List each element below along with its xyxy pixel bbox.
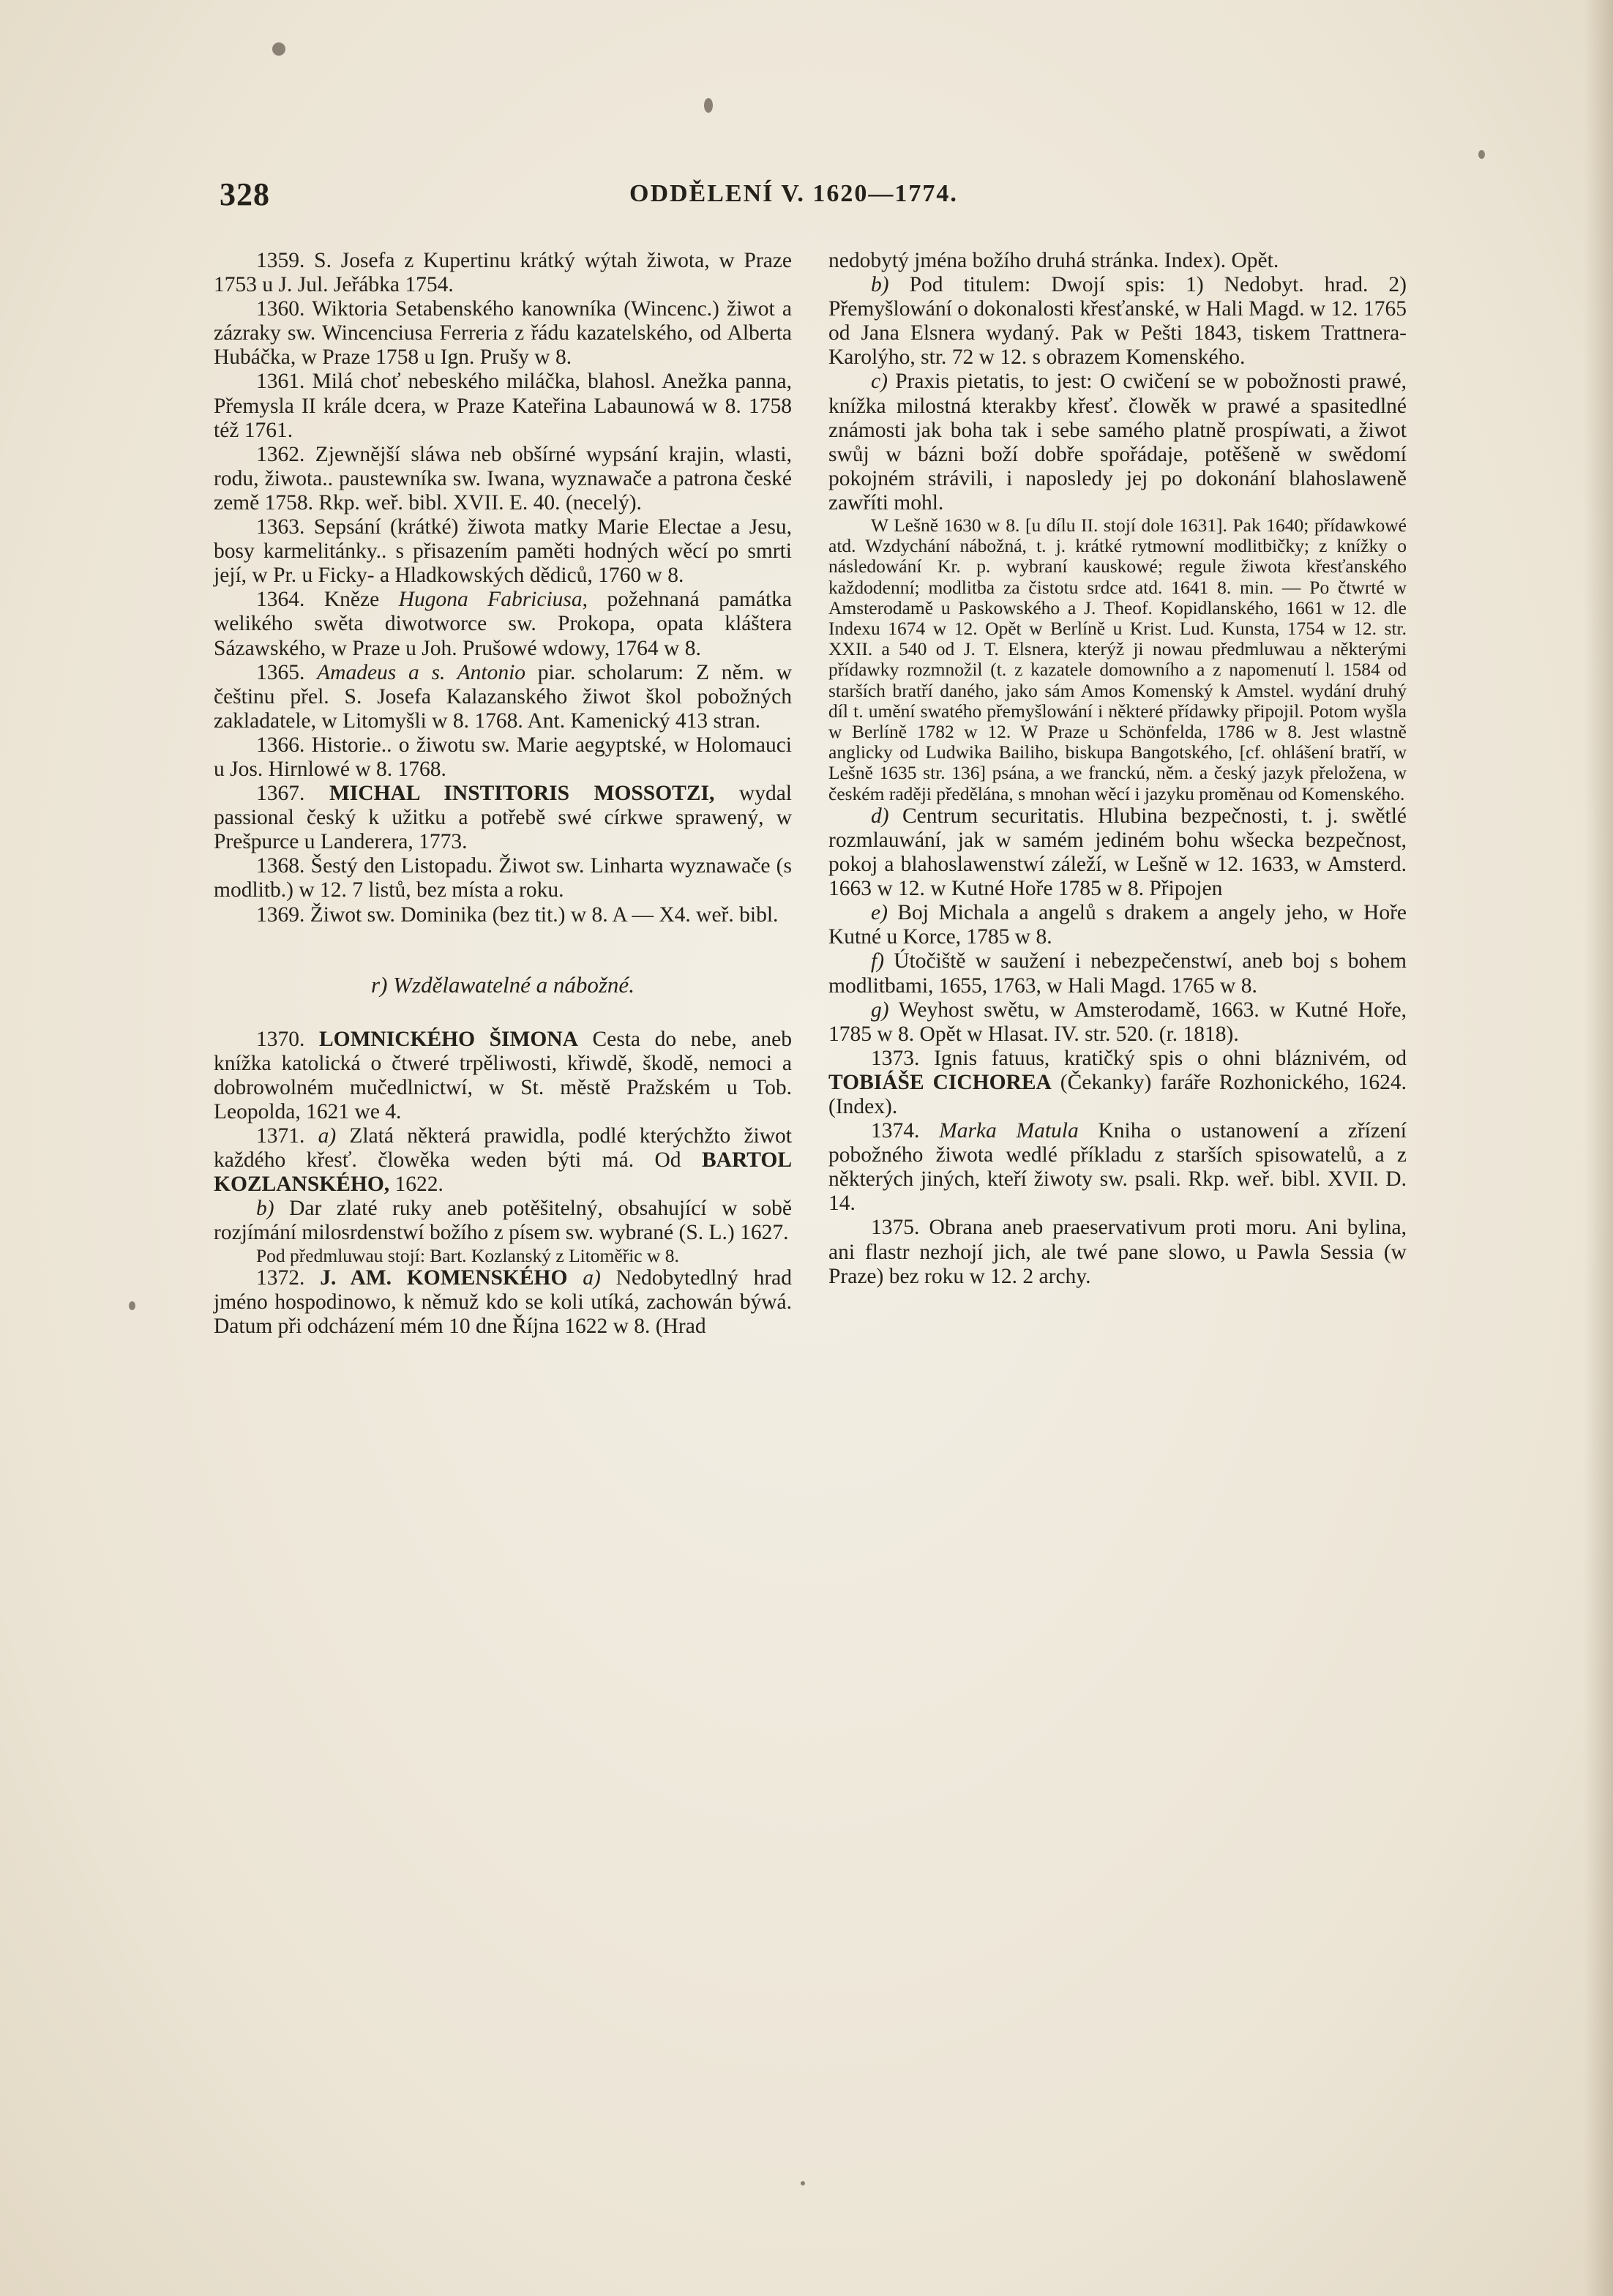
entry-paragraph: 1372. J. AM. KOMENSKÉHO a) Nedobytedlný hrad jméno hospodinowo, k němuž kdo se koli utíká, zachowán býwá. Datum při odcházení mém 10 dne Října 1622 w 8. (Hrad — [214, 1265, 792, 1338]
sub-item-paragraph: e) Boj Michala a angelů s drakem a angely jeho, w Hoře Kutné u Korce, 1785 w 8. — [828, 901, 1407, 949]
entry-paragraph: 1360. Wiktoria Setabenského kanowníka (Wincenc.) žiwot a zázraky sw. Wincenciusa Ferreria z řádu kazatelského, od Alberta Hubáčka, w Praze 1758 u Ign. Prušy w 8. — [214, 297, 793, 370]
sub-item-paragraph: b) Pod titulem: Dwojí spis: 1) Nedobyt. hrad. 2) Přemyšlowání o dokonalosti křesťanské, w Hali Magd. w 12. 1765 od Jana Elsnera wydaný. Pak w Pešti 1843, tiskem Trattnera-Karolýho, str. 72 w 12. s obrazem Komenského. — [828, 273, 1407, 370]
sub-item-paragraph: c) Praxis pietatis, to jest: O cwičení se w pobožnosti prawé, knížka milostná kterakby křesť. člowěk w prawé a spasitedlné známosti jak boha tak i sebe samého platně prospíwati, a žiwot swůj w bázni boží dobře spořádaje, potěšeně w swědomí pokojném strávili, i naposledy jej po dokonání blahoslaweně zawříti mohl. — [828, 370, 1407, 515]
sub-item-paragraph: d) Centrum securitatis. Hlubina bezpečnosti, t. j. swětlé rozmlauwání, jak w samém jediném bohu wšecka bezpečnost, pokoj a blahoslawenstwí záleží, w Lešně w 12. 1633, w Amsterd. 1663 w 12. w Kutné Hoře 1785 w 8. Připojen — [828, 804, 1407, 901]
note-paragraph: Pod předmluwau stojí: Bart. Kozlanský z Litoměřic w 8. — [256, 1244, 679, 1266]
continued-paragraph: nedobytý jména božího druhá stránka. Index). Opět. — [828, 249, 1279, 272]
left-column — [214, 249, 792, 1339]
paper-speck — [129, 1301, 135, 1310]
entry-paragraph: 1375. Obrana aneb praeservativum proti moru. Ani bylina, ani flastr nezhojí jich, ale twé pane slowo, u Pawla Sessia (w Praze) bez roku w 12. 2 archy. — [828, 1216, 1407, 1288]
page-number: 328 — [220, 176, 270, 212]
entry-paragraph: 1366. Historie.. o žiwotu sw. Marie aegyptské, w Holomauci u Jos. Hirnlowé w 8. 1768. — [214, 733, 793, 781]
section-heading: r) Wzdělawatelné a nábožné. — [371, 971, 635, 998]
note-paragraph: W Lešně 1630 w 8. [u dílu II. stojí dole 1631]. Pak 1640; přídawkowé atd. Wzdychání nábožná, t. j. krátké rytmowní modlitbičky; z knížky o následowání Kr. p. wybraní kauskowé; regule žiwota křesťanského každodenní; modlitba za čistotu srdce atd. 1641 8. min. — Po čtwrté w Amsterodamě u Paskowského a J. Theof. Kopidlanského, 1661 w 12. dle Indexu 1674 w 12. Opět w Berlíně u Krist. Lud. Kunsta, 1754 w 12. str. XXII. a 540 od J. T. Elsnera, kterýž ji nowau předmluwau a některými přídawky rozmnožil (t. z kazatele domowního a z napomenutí l. 1584 od starších bratří daného, jako sám Amos Komenský k Amstel. wydání druhý díl t. umění swatého přemyšlowání i některé přídawky připojil. Potom wyšla w Berlíně 1782 w 12. W Praze u Schönfelda, 1786 w 8. Jest wlastně anglicky od Ludwika Bailiho, biskupa Bangotského, [cf. ohlášení bratří, w Lešně 1635 str. 136] psána, a we franckú, něm. a český jazyk přeložena, w českém raději předělána, s mnohan wěcí i jazyku proměnau od Komenského. — [828, 515, 1407, 804]
paper-speck — [801, 2181, 805, 2185]
entry-paragraph: 1362. Zjewnější sláwa neb obšírné wypsání krajin, wlasti, rodu, žiwota.. paustewníka sw. Iwana, wyznawače a patrona české země 1758. Rkp. weř. bibl. XVII. E. 40. (necelý). — [214, 442, 792, 515]
entry-paragraph: 1365. Amadeus a s. Antonio piar. scholarum: Z něm. w češtinu přel. S. Josefa Kalazanského žiwot škol pobožných zakladatele, w Litomyšli w 8. 1768. Ant. Kamenický 413 stran. — [214, 660, 793, 733]
running-head: ODDĚLENÍ V. 1620—1774. — [629, 180, 958, 207]
sub-item-paragraph: g) Weyhost swětu, w Amsterodamě, 1663. w Kutné Hoře, 1785 w 8. Opět w Hlasat. IV. str. 520. (r. 1818). — [828, 998, 1407, 1046]
entry-paragraph: 1374. Marka Matula Kniha o ustanowení a zřízení pobožného žiwota wedlé příkladu z starších spisowatelů, a z některých jiných, kteří žiwoty sw. psali. Rkp. weř. bibl. XVII. D. 14. — [828, 1119, 1407, 1216]
entry-paragraph: 1369. Žiwot sw. Dominika (bez tit.) w 8. A — X4. weř. bibl. — [256, 902, 779, 927]
entry-paragraph: 1368. Šestý den Listopadu. Žiwot sw. Linharta wyznawače (s modlitb.) w 12. 7 listů, bez místa a roku. — [214, 854, 792, 902]
entry-paragraph: 1361. Milá choť nebeského miláčka, blahosl. Anežka panna, Přemysla II krále dcera, w Praze Kateřina Labaunowá w 8. 1758 též 1761. — [214, 370, 793, 442]
entry-paragraph: 1370. LOMNICKÉHO ŠIMONA Cesta do nebe, aneb knížka katolická o čtweré trpěliwosti, křiwdě, škodě, nemoci a dobrowolném mučedlnictwí, w St. městě Pražském u Tob. Leopolda, 1621 we 4. — [214, 1027, 792, 1123]
paper-speck — [272, 42, 285, 56]
entry-paragraph: 1364. Kněze Hugona Fabriciusa, požehnaná památka welikého swěta diwotworce sw. Prokopa, opata kláštera Sázawského, w Praze u Joh. Prušowé wdowy, 1764 w 8. — [214, 588, 793, 660]
entry-paragraph: 1373. Ignis fatuus, kratičký spis o ohni bláznivém, od TOBIÁŠE CICHOREA (Čekanky) faráře Rozhonického, 1624. (Index). — [828, 1046, 1407, 1118]
page-header — [220, 176, 1405, 220]
paper-speck — [1478, 150, 1485, 159]
entry-paragraph: 1371. a) Zlatá některá prawidla, podlé kterýchžto žiwot každého křesť. člowěka weden býti má. Od BARTOL KOZLANSKÉHO, 1622. — [214, 1124, 793, 1197]
sub-item-paragraph: b) Dar zlaté ruky aneb potěšitelný, obsahující w sobě rozjímání milosrdenstwí božího z písem sw. wybrané (S. L.) 1627. — [214, 1197, 792, 1245]
paper-speck — [704, 98, 713, 113]
sub-item-paragraph: f) Útočiště w saužení i nebezpečenstwí, aneb boj s bohem modlitbami, 1655, 1763, w Hali Magd. 1765 w 8. — [828, 949, 1407, 998]
page-edge-shadow — [1584, 0, 1613, 2296]
right-column — [828, 249, 1407, 1289]
entry-paragraph: 1363. Sepsání (krátké) žiwota matky Marie Electae a Jesu, bosy karmelitánky.. s přisazením paměti hodných wěcí po smrti její, w Pr. u Ficky- a Hladkowských dědiců, 1760 w 8. — [214, 515, 792, 588]
entry-paragraph: 1359. S. Josefa z Kupertinu krátký wýtah žiwota, w Praze 1753 u J. Jul. Jeřábka 1754. — [214, 249, 792, 297]
entry-paragraph: 1367. MICHAL INSTITORIS MOSSOTZI, wydal passional český k užitku a potřebě swé církwe sprawený, w Prešpurce u Landerera, 1773. — [214, 782, 793, 854]
